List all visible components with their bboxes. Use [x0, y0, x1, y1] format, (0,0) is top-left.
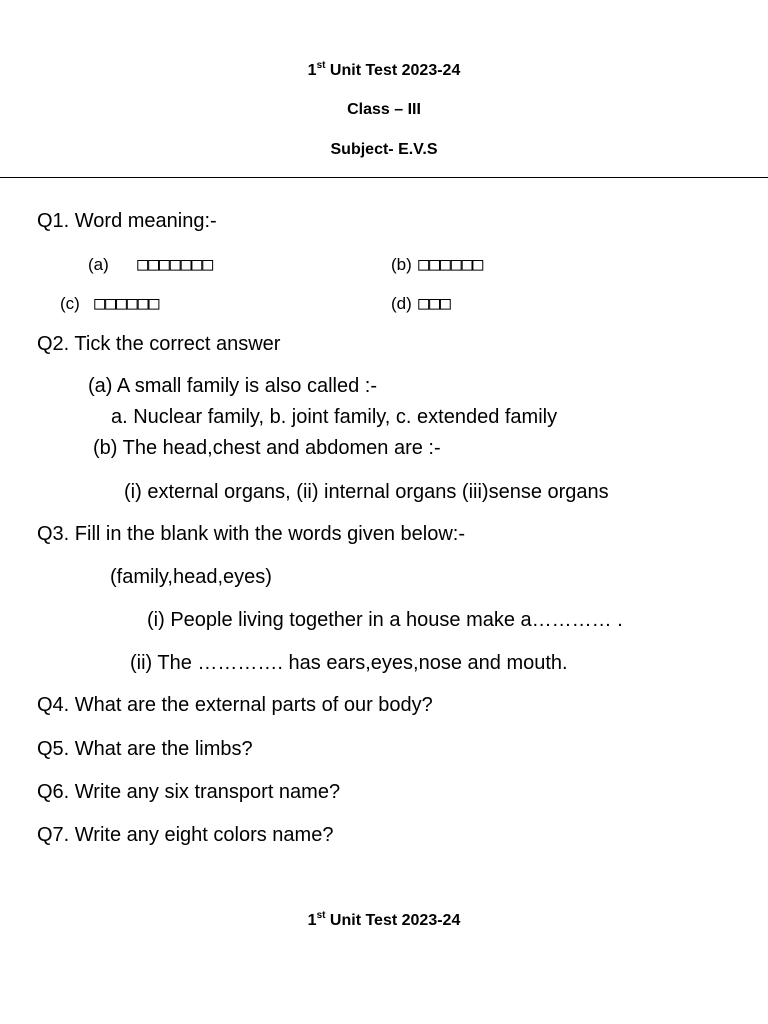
q1-option-d-text: □□□: [418, 293, 451, 314]
subject-line: Subject- E.V.S: [330, 141, 438, 158]
q1-option-c-label: (c): [60, 294, 80, 313]
q3-item-1: (i) People living together in a house make a………… .: [147, 609, 623, 631]
q3-title: Q3. Fill in the blank with the words given below:-: [37, 523, 465, 545]
q1-option-d: [391, 293, 451, 314]
q2-title: Q2. Tick the correct answer: [37, 333, 281, 355]
q4: Q4. What are the external parts of our body?: [37, 694, 433, 716]
q1-option-c: [60, 293, 159, 314]
q1-option-b-label: (b): [391, 255, 412, 274]
q1-option-a: [88, 254, 213, 275]
q1-option-c-text: □□□□□□: [94, 293, 160, 314]
q2-b-options: (i) external organs, (ii) internal organs (iii)sense organs: [124, 481, 609, 503]
title-ordinal-number: 1: [307, 62, 317, 79]
exam-title: [0, 62, 768, 80]
q1-option-b-text: □□□□□□: [418, 254, 484, 275]
q1-title: Q1. Word meaning:-: [37, 210, 217, 232]
q3-item-2: (ii) The …………. has ears,eyes,nose and mouth.: [130, 652, 568, 674]
q3-word-bank: (family,head,eyes): [110, 566, 272, 588]
q6: Q6. Write any six transport name?: [37, 781, 341, 803]
q7: Q7. Write any eight colors name?: [37, 824, 334, 846]
q2-a-options: a. Nuclear family, b. joint family, c. extended family: [111, 406, 558, 428]
q1-option-d-label: (d): [391, 294, 412, 313]
title-text: Unit Test 2023-24: [325, 62, 461, 79]
q1-option-a-label: (a): [88, 255, 109, 274]
footer-title-text: Unit Test 2023-24: [325, 912, 461, 929]
q1-option-b: [391, 254, 483, 275]
footer-ordinal-number: 1: [307, 912, 317, 929]
class-line: Class – III: [347, 101, 421, 118]
footer-title: [0, 912, 768, 930]
q2-b-question: (b) The head,chest and abdomen are :-: [93, 437, 441, 459]
q5: Q5. What are the limbs?: [37, 738, 253, 760]
header-divider: [0, 177, 768, 178]
q2-a-question: (a) A small family is also called :-: [88, 375, 377, 397]
title-ordinal-suffix: st: [316, 60, 326, 71]
footer-ordinal-suffix: st: [316, 910, 326, 921]
q1-option-a-text: □□□□□□□: [137, 254, 214, 275]
